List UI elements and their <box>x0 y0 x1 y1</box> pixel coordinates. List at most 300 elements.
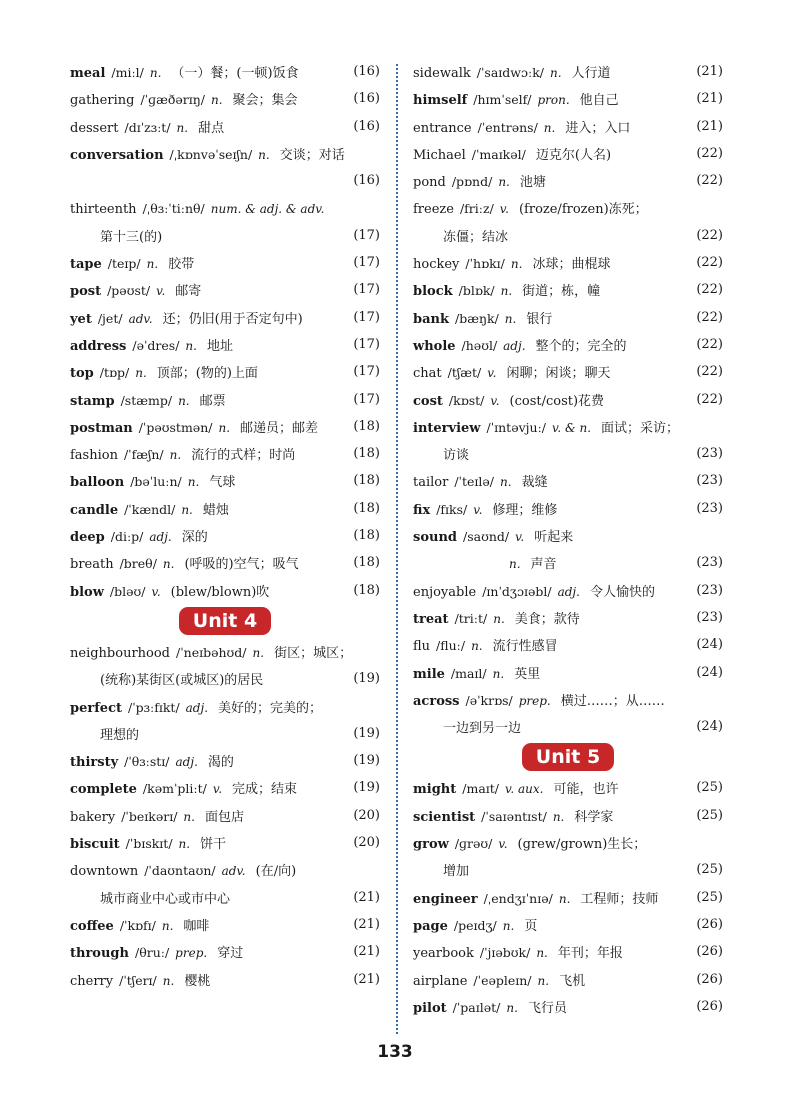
part-of-speech: n. <box>510 257 523 272</box>
phonetic: /tɒp/ <box>99 365 130 381</box>
page-reference: (22) <box>696 364 723 380</box>
phonetic: /friːz/ <box>459 201 494 217</box>
chinese-meaning: 地址 <box>206 338 233 354</box>
vocab-entry <box>413 113 723 140</box>
chinese-meaning: (呼吸的)空气；吸气 <box>184 557 299 573</box>
chinese-meaning: 听起来 <box>534 530 574 546</box>
vocab-entry <box>413 467 723 494</box>
headword: pilot <box>413 1000 447 1016</box>
part-of-speech: n. <box>549 66 562 80</box>
vocab-entry <box>70 386 380 413</box>
chinese-meaning: (froze/frozen)冻死； <box>518 202 648 218</box>
part-of-speech: v. <box>473 502 483 517</box>
headword: enjoyable <box>413 584 477 600</box>
vocab-entry <box>70 194 380 221</box>
chinese-meaning: 人行道 <box>571 66 611 81</box>
part-of-speech: n. <box>146 257 159 272</box>
part-of-speech: n. <box>536 946 548 961</box>
phonetic: /həʊl/ <box>461 337 498 353</box>
page-reference: (25) <box>696 862 723 878</box>
part-of-speech: v. aux. <box>505 782 544 797</box>
vocab-entry <box>70 577 380 604</box>
page-reference: (19) <box>353 780 380 796</box>
chinese-meaning: 修理；维修 <box>492 502 558 518</box>
page-reference: (25) <box>696 889 723 905</box>
headword: gathering <box>70 93 135 109</box>
chinese-meaning: 理想的 <box>100 727 140 743</box>
vocab-entry <box>413 802 723 829</box>
chinese-meaning: 邮递员；邮差 <box>240 420 319 436</box>
vocab-entry <box>70 85 380 112</box>
chinese-meaning: 飞行员 <box>527 1000 567 1016</box>
phonetic: /dɪˈzɜːt/ <box>124 119 171 135</box>
page-reference: (23) <box>696 446 723 462</box>
page-reference: (23) <box>696 609 723 625</box>
page-reference: (17) <box>353 227 380 243</box>
vocab-entry <box>413 604 723 631</box>
vocab-entry <box>70 966 380 993</box>
headword: candle <box>70 502 119 518</box>
headword: Michael <box>413 147 466 163</box>
headword: flu <box>413 639 431 655</box>
vocab-entry <box>70 276 380 303</box>
vocab-entry <box>413 774 723 801</box>
chinese-meaning: 流行性感冒 <box>492 639 558 655</box>
page-reference: (24) <box>696 719 723 735</box>
phonetic: /stæmp/ <box>120 392 173 408</box>
chinese-meaning: 饼干 <box>200 837 227 853</box>
page-reference: (18) <box>353 528 380 544</box>
phonetic: /teɪp/ <box>107 256 141 272</box>
headword: fashion <box>70 448 118 464</box>
vocab-entry <box>413 495 723 522</box>
chinese-meaning: 深的 <box>181 530 208 546</box>
chinese-meaning: 胶带 <box>168 257 195 273</box>
page-reference: (16) <box>353 118 380 134</box>
vocab-entry <box>413 386 723 413</box>
page-reference: (19) <box>353 725 380 741</box>
vocab-entry <box>70 113 380 140</box>
unit-heading <box>413 740 723 774</box>
vocab-entry <box>70 829 380 856</box>
page-reference: (26) <box>696 916 723 932</box>
page-reference: (21) <box>696 64 723 79</box>
page-reference: (21) <box>353 916 380 932</box>
headword: bank <box>413 311 449 327</box>
phonetic: /bæŋk/ <box>454 310 499 326</box>
phonetic: /ˈsaɪdwɔːk/ <box>476 65 544 80</box>
headword: pond <box>413 175 446 191</box>
part-of-speech: n. <box>500 475 512 490</box>
page-reference: (26) <box>696 998 723 1014</box>
headword: coffee <box>70 918 114 934</box>
page-reference: (24) <box>696 637 723 653</box>
page-reference: (23) <box>696 500 723 516</box>
chinese-meaning: (cost/cost)花费 <box>509 393 605 409</box>
part-of-speech: n. <box>178 393 190 408</box>
vocab-entry <box>70 911 380 938</box>
vocab-entry <box>70 331 380 358</box>
unit-label: Unit 4 <box>179 607 271 635</box>
vocab-continuation <box>413 856 723 883</box>
vocab-entry <box>413 331 723 358</box>
vocab-entry <box>70 304 380 331</box>
headword: sidewalk <box>413 66 471 81</box>
chinese-meaning: 渴的 <box>207 755 234 771</box>
part-of-speech: adj. <box>185 700 209 715</box>
phonetic: /ˈpɜːfɪkt/ <box>128 699 180 715</box>
chinese-meaning: 裁缝 <box>521 475 548 491</box>
part-of-speech: n. <box>162 973 175 988</box>
headword: stamp <box>70 393 115 409</box>
chinese-meaning: 科学家 <box>574 809 614 825</box>
vocab-continuation <box>413 713 723 740</box>
headword: himself <box>413 93 468 109</box>
page-reference: (17) <box>353 282 380 298</box>
part-of-speech: n. <box>500 284 513 299</box>
headword: hockey <box>413 257 460 273</box>
chinese-meaning: 页 <box>524 918 538 934</box>
headword: dessert <box>70 120 119 136</box>
page-reference: (20) <box>353 835 380 851</box>
headword: yearbook <box>413 946 474 962</box>
headword: top <box>70 366 94 382</box>
phonetic: /ɪnˈdʒɔɪəbl/ <box>482 583 552 599</box>
headword: freeze <box>413 202 454 218</box>
chinese-meaning: 池塘 <box>519 175 546 191</box>
phonetic: /ˈneɪbəhʊd/ <box>176 644 247 660</box>
chinese-meaning: 气球 <box>209 475 236 491</box>
phonetic: /ˈbeɪkərɪ/ <box>121 808 178 824</box>
phonetic: /ˈmaɪkəl/ <box>471 146 526 162</box>
page-reference: (21) <box>353 971 380 987</box>
page-reference: (22) <box>696 145 723 161</box>
headword: thirteenth <box>70 202 137 218</box>
headword: whole <box>413 338 456 354</box>
headword: chat <box>413 366 442 382</box>
vocab-entry <box>413 686 723 713</box>
part-of-speech: adj. <box>149 530 172 545</box>
phonetic: /əˈdres/ <box>132 337 180 353</box>
phonetic: /breθ/ <box>119 556 157 572</box>
page-reference: (17) <box>353 364 380 380</box>
vocab-entry <box>70 549 380 576</box>
chinese-meaning: 美食；款待 <box>514 611 580 627</box>
part-of-speech: v. <box>499 202 509 217</box>
phonetic: /kəmˈpliːt/ <box>142 781 207 797</box>
phonetic: /ˈsaɪəntɪst/ <box>481 808 547 824</box>
headword: grow <box>413 837 449 853</box>
vocab-entry <box>413 884 723 911</box>
headword: postman <box>70 420 133 436</box>
page-reference: (17) <box>353 391 380 407</box>
vocab-continuation <box>70 665 380 692</box>
part-of-speech: n. <box>169 448 182 463</box>
phonetic: /bəˈluːn/ <box>130 474 182 490</box>
page-reference: (22) <box>696 391 723 407</box>
vocab-entry <box>413 911 723 938</box>
part-of-speech: n. <box>492 666 505 681</box>
headword: cherry <box>70 973 114 989</box>
vocab-entry <box>413 659 723 686</box>
phonetic: /maɪl/ <box>450 665 487 681</box>
chinese-meaning: 城市商业中心或市中心 <box>100 891 231 907</box>
chinese-meaning: 声音 <box>530 557 557 573</box>
headword: treat <box>413 611 449 627</box>
phonetic: /ˈpaɪlət/ <box>452 999 501 1015</box>
part-of-speech: n. <box>149 66 162 80</box>
part-of-speech: n. <box>506 1000 518 1015</box>
chinese-meaning: 还；仍旧(用于否定句中) <box>162 311 303 327</box>
part-of-speech: adj. <box>175 755 198 770</box>
vocab-entry <box>413 829 723 856</box>
chinese-meaning: 工程师；技师 <box>580 891 659 907</box>
chinese-meaning: (统称)某街区(或城区)的居民 <box>100 673 264 689</box>
phonetic: /ˈfæʃn/ <box>123 447 164 463</box>
headword: bakery <box>70 809 116 825</box>
headword: airplane <box>413 973 468 989</box>
vocab-entry <box>413 167 723 194</box>
part-of-speech: n. <box>185 338 197 353</box>
phonetic: /hɪmˈself/ <box>473 92 532 108</box>
chinese-meaning: 蜡烛 <box>202 502 229 518</box>
part-of-speech: v. <box>212 782 223 797</box>
chinese-meaning: 银行 <box>526 311 553 327</box>
part-of-speech: n. <box>181 502 193 517</box>
page-reference: (21) <box>353 944 380 960</box>
chinese-meaning: 第十三(的) <box>100 229 163 245</box>
part-of-speech: n. <box>252 645 265 660</box>
part-of-speech: n. <box>162 557 175 572</box>
page-reference: (17) <box>353 309 380 325</box>
part-of-speech: n. <box>502 918 515 933</box>
vocab-entry <box>70 140 380 167</box>
phonetic: /tʃæt/ <box>447 365 482 381</box>
vocab-continuation <box>70 167 380 194</box>
chinese-meaning: 增加 <box>443 864 470 880</box>
page-reference: (18) <box>353 555 380 571</box>
chinese-meaning: 邮票 <box>199 393 226 409</box>
vocab-entry <box>413 938 723 965</box>
part-of-speech: v. <box>151 584 161 599</box>
page-reference: (22) <box>696 173 723 189</box>
headword: interview <box>413 420 481 436</box>
chinese-meaning: 完成；结束 <box>232 782 298 798</box>
headword: scientist <box>413 809 476 825</box>
vocab-entry <box>70 358 380 385</box>
phonetic: /ˈhɒkɪ/ <box>465 256 505 272</box>
headword: blow <box>70 584 104 600</box>
page-reference: (21) <box>696 91 723 107</box>
vocab-continuation <box>413 440 723 467</box>
part-of-speech: v. & n. <box>552 420 592 435</box>
part-of-speech: num. & adj. & adv. <box>210 202 325 217</box>
headword: block <box>413 284 453 300</box>
chinese-meaning: 街道；栋，幢 <box>522 284 601 300</box>
page-reference: (16) <box>353 91 380 107</box>
phonetic: /triːt/ <box>454 610 488 626</box>
vocab-entry <box>70 440 380 467</box>
phonetic: /ˌendʒɪˈnɪə/ <box>483 890 553 906</box>
headword: thirsty <box>70 755 119 771</box>
chinese-meaning: 一边到另一边 <box>443 721 522 737</box>
chinese-meaning: 樱桃 <box>184 973 211 989</box>
phonetic: /ˈɪntəvjuː/ <box>486 419 547 435</box>
chinese-meaning: 访谈 <box>443 448 470 464</box>
part-of-speech: n. <box>161 918 174 933</box>
page-reference: (19) <box>353 671 380 687</box>
vocab-entry <box>413 276 723 303</box>
phonetic: /diːp/ <box>110 529 144 545</box>
page-reference: (23) <box>696 473 723 489</box>
vocab-entry <box>70 693 380 720</box>
vocab-entry <box>413 194 723 221</box>
page-reference: (17) <box>353 255 380 271</box>
part-of-speech: adv. <box>128 311 153 326</box>
page-reference: (26) <box>696 944 723 960</box>
chinese-meaning: 闲聊；闲谈；聊天 <box>506 366 611 382</box>
vocab-entry <box>413 140 723 167</box>
chinese-meaning: 交谈；对话 <box>279 147 345 163</box>
page-reference: (21) <box>696 118 723 134</box>
vocab-continuation <box>70 720 380 747</box>
phonetic: /ˈeəpleɪn/ <box>473 972 532 988</box>
part-of-speech: n. <box>218 420 231 435</box>
phonetic: /ˈentrəns/ <box>477 119 538 135</box>
page-reference: (25) <box>696 780 723 796</box>
page-reference: (16) <box>353 173 380 189</box>
headword: breath <box>70 557 114 573</box>
part-of-speech: n. <box>135 366 147 381</box>
chinese-meaning: 穿过 <box>217 946 244 962</box>
page-reference: (19) <box>353 753 380 769</box>
chinese-meaning: 顶部；(物的)上面 <box>156 366 258 382</box>
part-of-speech: n. <box>558 891 571 906</box>
phonetic: /fluː/ <box>436 638 466 654</box>
phonetic: /jet/ <box>97 310 123 326</box>
page-reference: (18) <box>353 418 380 434</box>
vocab-continuation <box>70 222 380 249</box>
headword: sound <box>413 530 457 546</box>
vocab-entry <box>70 856 380 883</box>
headword: meal <box>70 66 106 81</box>
page-reference: (18) <box>353 500 380 516</box>
vocab-entry <box>70 467 380 494</box>
headword: cost <box>413 393 443 409</box>
phonetic: /blɒk/ <box>458 283 495 299</box>
chinese-meaning: 冻僵；结冰 <box>443 229 509 245</box>
phonetic: /ɡrəʊ/ <box>454 836 493 852</box>
phonetic: /saʊnd/ <box>462 529 510 545</box>
vocab-continuation <box>70 884 380 911</box>
chinese-meaning: 迈克尔(人名) <box>535 147 612 163</box>
phonetic: /kɒst/ <box>448 392 485 408</box>
page-reference: (25) <box>696 807 723 823</box>
vocab-entry <box>413 249 723 276</box>
unit-label: Unit 5 <box>522 743 614 771</box>
vocab-entry <box>70 495 380 522</box>
phonetic: /ˈdaʊntaʊn/ <box>144 863 216 879</box>
page-reference: (23) <box>696 555 723 571</box>
vocab-continuation <box>413 222 723 249</box>
chinese-meaning: 冰球；曲棍球 <box>532 257 611 273</box>
headword: tape <box>70 257 102 273</box>
headword: yet <box>70 311 92 327</box>
chinese-meaning: 英里 <box>514 666 541 682</box>
chinese-meaning: 飞机 <box>559 973 586 989</box>
chinese-meaning: 面试；采访； <box>601 420 680 436</box>
vocab-entry <box>413 522 723 549</box>
headword: neighbourhood <box>70 645 171 661</box>
page-reference: (24) <box>696 664 723 680</box>
page-reference: (22) <box>696 227 723 243</box>
headword: entrance <box>413 120 472 136</box>
part-of-speech: n. <box>176 120 189 135</box>
vocab-entry <box>413 304 723 331</box>
part-of-speech: n. <box>183 809 195 824</box>
part-of-speech: v. <box>515 530 525 545</box>
phonetic: /ˌθɜːˈtiːnθ/ <box>142 201 205 217</box>
headword: mile <box>413 666 445 682</box>
part-of-speech: n. <box>471 639 483 654</box>
page-reference: (22) <box>696 255 723 271</box>
page-reference: (18) <box>353 446 380 462</box>
part-of-speech: v. <box>487 366 497 381</box>
part-of-speech: prep. <box>518 693 551 708</box>
chinese-meaning: 邮寄 <box>175 284 202 300</box>
part-of-speech: n. <box>509 557 521 572</box>
right-column <box>413 58 723 1020</box>
part-of-speech: n. <box>258 147 270 162</box>
part-of-speech: v. <box>156 284 166 299</box>
vocab-entry <box>413 993 723 1020</box>
page-number: 133 <box>377 1042 413 1062</box>
part-of-speech: n. <box>504 311 517 326</box>
vocab-entry <box>413 58 723 85</box>
phonetic: /θruː/ <box>134 945 170 961</box>
part-of-speech: pron. <box>537 93 570 108</box>
unit-heading <box>70 604 380 638</box>
vocab-entry <box>70 802 380 829</box>
vocab-entry <box>413 85 723 112</box>
headword: through <box>70 946 129 962</box>
phonetic: /fɪks/ <box>436 501 468 517</box>
phonetic: /ˈθɜːstɪ/ <box>124 754 170 770</box>
chinese-meaning: 咖啡 <box>183 918 210 934</box>
headword: tailor <box>413 475 449 491</box>
part-of-speech: n. <box>537 973 550 988</box>
phonetic: /ˈbɪskɪt/ <box>125 836 173 852</box>
phonetic: /ˌkɒnvəˈseɪʃn/ <box>169 146 253 162</box>
headword: balloon <box>70 475 125 491</box>
phonetic: /pəʊst/ <box>107 283 151 299</box>
part-of-speech: adj. <box>503 338 526 353</box>
vocab-entry <box>413 577 723 604</box>
phonetic: /ˈɡæðərɪŋ/ <box>140 92 205 108</box>
part-of-speech: n. <box>211 93 223 108</box>
vocab-entry <box>413 966 723 993</box>
part-of-speech: v. <box>490 393 500 408</box>
chinese-meaning: (blew/blown)吹 <box>170 584 270 600</box>
chinese-meaning: 整个的；完全的 <box>535 338 627 354</box>
vocab-continuation <box>413 549 723 576</box>
page-reference: (20) <box>353 807 380 823</box>
phonetic: /bləʊ/ <box>109 583 146 599</box>
part-of-speech: adv. <box>221 864 246 879</box>
column-divider <box>396 64 398 1034</box>
phonetic: /ˈkɒfɪ/ <box>119 917 156 933</box>
headword: page <box>413 918 448 934</box>
